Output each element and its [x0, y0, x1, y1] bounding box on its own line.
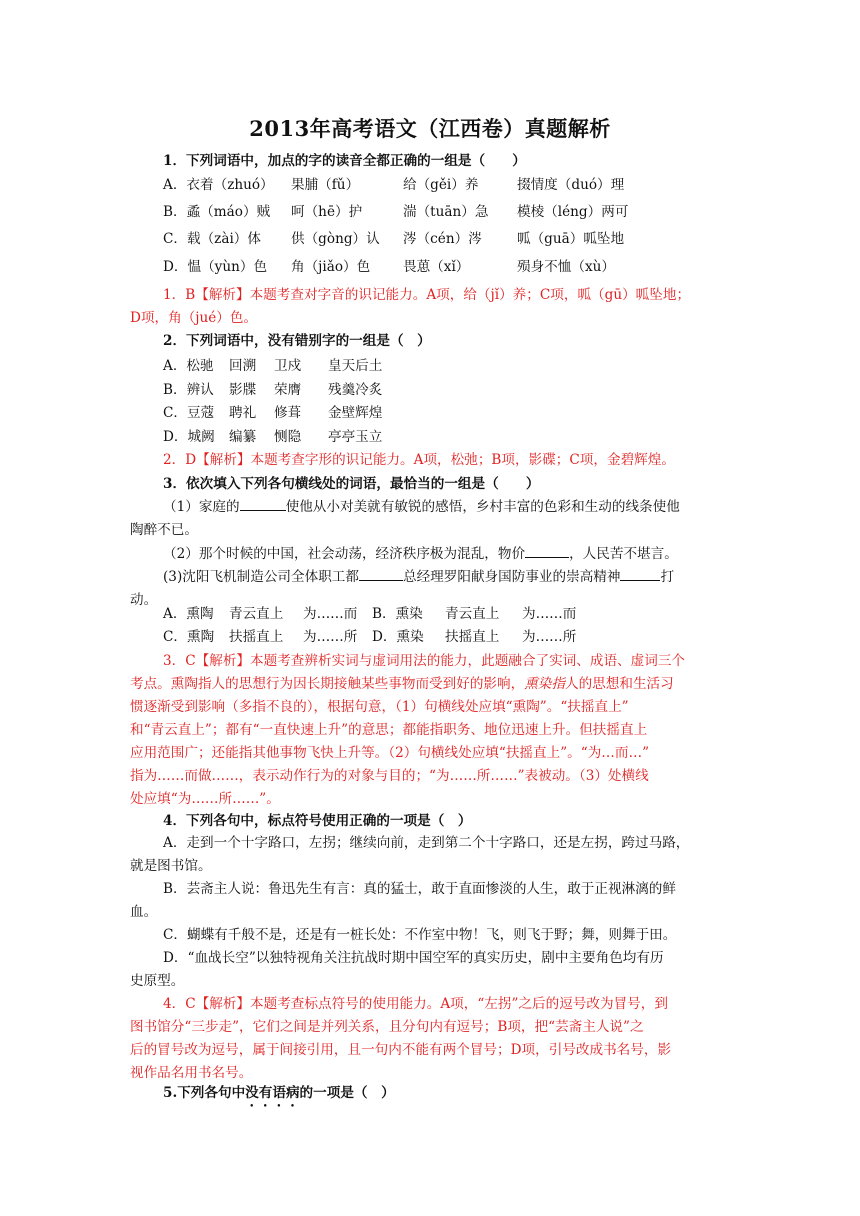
q1-c-item-2: 供（gòng）认: [291, 231, 380, 247]
question-2-answer: 2．D【解析】本题考查字形的识记能力。A项，松弛；B项，影碟；C项，金碧辉煌。: [163, 452, 675, 468]
question-4-option-c: C．蝴蝶有千般不是，还是有一桩长处：不作室中物！飞，则飞于野；舞，则舞于田。: [163, 927, 677, 943]
q3-s1-blank: [240, 496, 286, 511]
question-2-stem: 2．下列词语中，没有错别字的一组是（ ）: [163, 333, 431, 349]
question-4-option-a-line-2: 就是图书馆。: [130, 858, 212, 874]
question-3-sentence-1-cont: 陶醉不已。: [130, 522, 198, 538]
q2-a-item-2: 回溯: [229, 358, 257, 374]
question-4-answer-line-3: 后的冒号改为逗号，属于间接引用，且一句内不能有两个冒号；D项，引号改成书名号，影: [130, 1042, 672, 1058]
q2-b-item-2: 影牒: [229, 382, 257, 398]
q2-d-item-4: 亭亭玉立: [328, 429, 383, 445]
question-4-option-d-line-1: D．“血战长空”以独特视角关注抗战时期中国空军的真实历史，剧中主要角色均有历: [163, 950, 664, 966]
q1-d-item-2: 角（jiǎo）色: [291, 259, 371, 275]
q3-opt-d-3: 为……所: [522, 629, 577, 645]
q3-answer-line-2-a: 考点。熏陶指人的思想行为因长期接触某些事物而受到好的影响，: [130, 676, 525, 692]
question-5-stem: [163, 1082, 395, 1110]
question-1-stem: 1．下列词语中，加点的字的读音全都正确的一组是（ ）: [163, 153, 526, 169]
q2-a-item-3: 卫戍: [274, 358, 302, 374]
q1-a-item-2: 果脯（fǔ）: [291, 177, 360, 193]
q2-d-item-3: 恻隐: [274, 429, 302, 445]
question-4-answer-line-1: 4．C【解析】本题考查标点符号的使用能力。A项，“左拐”之后的逗号改为冒号，到: [163, 996, 668, 1012]
q3-s2-part-a: （2）那个时候的中国，社会动荡，经济秩序极为混乱，物价: [163, 546, 526, 562]
q1-c-item-3: 涔（cén）涔: [403, 231, 482, 247]
q3-opt-c-1: C．熏陶: [163, 629, 215, 645]
q3-s2-blank: [525, 543, 569, 558]
question-4-stem: 4．下列各句中，标点符号使用正确的一项是（ ）: [163, 813, 472, 829]
q5-stem-part-b: 的一项是（ ）: [299, 1085, 395, 1101]
q1-d-item-4: 殒身不恤（xù）: [517, 259, 615, 275]
question-1-answer-line-2: D项，角（jué）色。: [130, 310, 258, 326]
question-2-option-b: [163, 379, 463, 401]
question-2-option-c: [163, 402, 463, 424]
question-4-option-b-line-2: 血。: [130, 904, 158, 920]
q3-s3-blank-2: [620, 566, 660, 581]
q1-c-item-4: 呱（guā）呱坠地: [517, 231, 625, 247]
q2-c-item-3: 修葺: [274, 405, 302, 421]
q3-answer-line-2-italic: 熏染指: [524, 676, 565, 692]
question-2-option-d: [163, 426, 463, 448]
q5-stem-part-a: 5.下列各句中: [163, 1085, 246, 1101]
q1-b-item-2: 呵（hē）护: [291, 204, 363, 220]
q3-opt-b-2: 青云直上: [445, 606, 500, 622]
q2-d-item-1: D．城阙: [163, 429, 215, 445]
question-4-answer-line-4: 视作品名用书名号。: [130, 1065, 253, 1081]
question-3-answer-line-4: 和“青云直上”；都有“一直快速上升”的意思；都能指职务、地位迅速上升。但扶摇直上: [130, 722, 648, 738]
q3-s1-part-a: （1）家庭的: [163, 499, 240, 515]
q3-opt-a-1: A．熏陶: [163, 606, 214, 622]
q1-b-item-1: B．蟊（máo）贼: [163, 204, 271, 220]
q3-answer-line-2-b: 人的思想和生活习: [565, 676, 674, 692]
question-3-answer-line-3: 惯逐渐受到影响（多指不良的），根据句意，（1）句横线处应填“熏陶”。“扶摇直上”: [130, 699, 629, 715]
question-4-option-a-line-1: A．走到一个十字路口，左拐；继续向前，走到第二个十字路口，还是左拐，跨过马路，: [163, 835, 690, 851]
question-3-answer-line-5: 应用范围广；还能指其他事物飞快上升等。（2）句横线处应填“扶摇直上”。“为…而…”: [130, 745, 650, 761]
q3-s3-blank-1: [359, 566, 403, 581]
q3-s3-part-b: 总经理罗阳献身国防事业的崇高精神: [402, 569, 621, 585]
question-3-answer-line-6: 指为……而做……，表示动作行为的对象与目的；“为……所……”表被动。（3）处横线: [130, 768, 649, 784]
q2-a-item-1: A．松驰: [163, 358, 214, 374]
question-1-answer-line-1: 1．B【解析】本题考查对字音的识记能力。A项，给（jǐ）养；C项，呱（gū）呱坠地；: [163, 287, 691, 303]
question-3-options-cd: [163, 626, 683, 648]
q2-b-item-3: 荣膺: [274, 382, 302, 398]
q3-s3-part-a: (3)沈阳飞机制造公司全体职工都: [163, 569, 359, 585]
question-3-sentence-3: [163, 566, 674, 588]
question-3-answer-line-1: 3．C【解析】本题考查辨析实词与虚词用法的能力，此题融合了实词、成语、虚词三个: [163, 653, 686, 669]
question-3-sentence-2: [163, 543, 678, 565]
q2-c-item-1: C．豆蔻: [163, 405, 215, 421]
q3-opt-d-2: 扶摇直上: [445, 629, 500, 645]
q3-opt-c-3: 为……所: [303, 629, 358, 645]
question-2-option-a: [163, 355, 463, 377]
q3-opt-b-3: 为……而: [522, 606, 577, 622]
question-1-option-a: [163, 174, 723, 196]
q2-c-item-2: 聘礼: [229, 405, 257, 421]
q5-stem-emphasis: 没有语病: [245, 1085, 300, 1101]
question-3-sentence-3-cont: 动。: [130, 592, 158, 608]
question-1-option-c: [163, 228, 723, 250]
question-3-options-ab: [163, 603, 683, 625]
q3-opt-a-2: 青云直上: [229, 606, 284, 622]
q2-c-item-4: 金壁辉煌: [328, 405, 383, 421]
question-3-sentence-1: [163, 496, 680, 518]
q2-d-item-2: 编纂: [229, 429, 257, 445]
q1-a-item-4: 掇情度（duó）理: [517, 177, 625, 193]
question-4-option-b-line-1: B．芸斋主人说：鲁迅先生有言：真的猛士，敢于直面惨淡的人生，敢于正视淋漓的鲜: [163, 881, 676, 897]
q1-a-item-3: 给（gěi）养: [403, 177, 479, 193]
question-1-option-b: [163, 201, 723, 223]
q1-d-item-1: D．愠（yùn）色: [163, 259, 268, 275]
question-3-answer-line-7: 处应填“为……所……”。: [130, 791, 280, 807]
page-title: 2013年高考语文（江西卷）真题解析: [249, 116, 611, 141]
q3-opt-a-3: 为……而: [303, 606, 358, 622]
question-3-answer-line-2: [130, 673, 674, 695]
q1-d-item-3: 畏葸（xǐ）: [403, 259, 470, 275]
question-4-answer-line-2: 图书馆分“三步走”，它们之间是并列关系，且分句内有逗号；B项，把“芸斋主人说”之: [130, 1019, 644, 1035]
q1-a-item-1: A．衣着（zhuó）: [163, 177, 274, 193]
q3-opt-c-2: 扶摇直上: [229, 629, 284, 645]
question-1-option-d: [163, 256, 723, 278]
q1-b-item-4: 模棱（léng）两可: [517, 204, 629, 220]
q1-b-item-3: 湍（tuān）急: [403, 204, 489, 220]
q2-a-item-4: 皇天后土: [328, 358, 383, 374]
q3-opt-d-1: D．熏染: [372, 629, 424, 645]
question-4-option-d-line-2: 史原型。: [130, 973, 185, 989]
q2-b-item-4: 残羹冷炙: [328, 382, 383, 398]
q1-c-item-1: C．载（zài）体: [163, 231, 261, 247]
q2-b-item-1: B．辨认: [163, 382, 214, 398]
q3-s3-part-c: 打: [660, 569, 675, 585]
q3-s1-part-b: 使他从小对美就有敏锐的感悟，乡村丰富的色彩和生动的线条使他: [285, 499, 680, 515]
q3-s2-part-b: ，人民苦不堪言。: [569, 546, 678, 562]
q3-opt-b-1: B．熏染: [372, 606, 423, 622]
question-3-stem: 3．依次填入下列各句横线处的词语，最恰当的一组是（ ）: [163, 476, 540, 492]
